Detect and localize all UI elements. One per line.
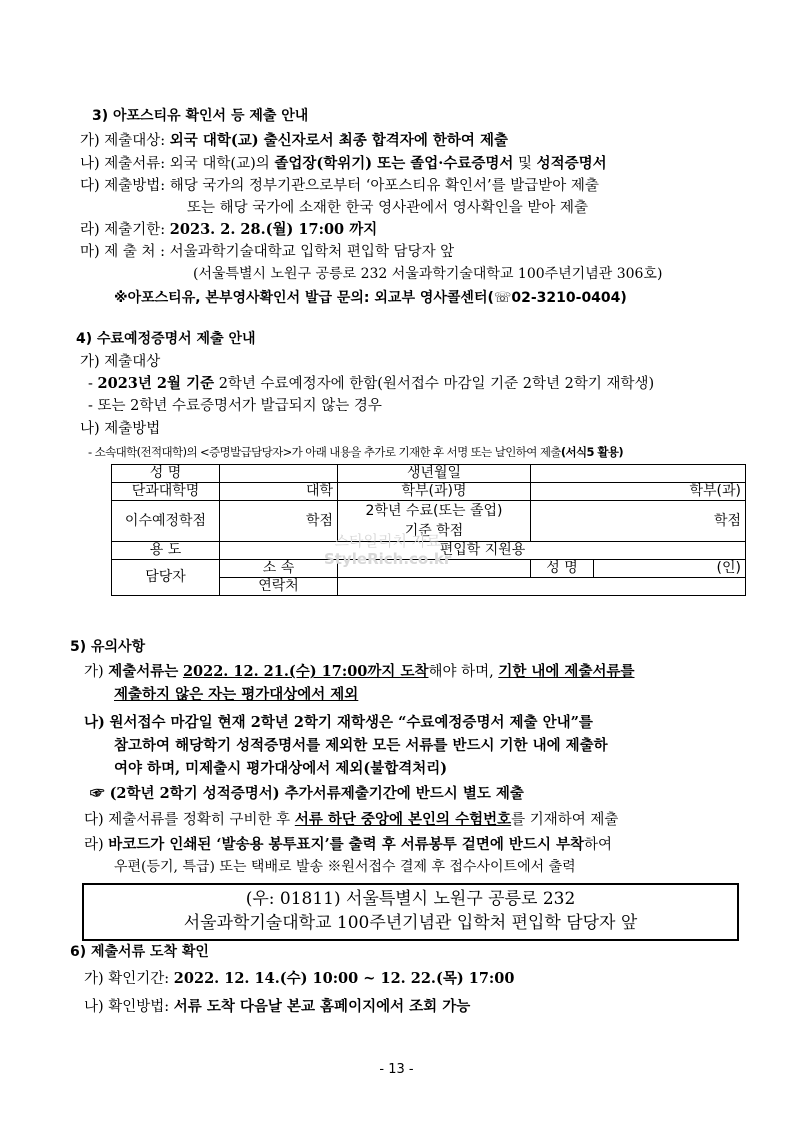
pointing-hand-icon: ☞ — [90, 785, 105, 802]
s5-item-e — [84, 835, 612, 855]
s5-item-d-text2: 를 기재하여 제출 — [511, 812, 619, 828]
s3-item-e-label: 마) 제 출 처 : — [80, 244, 166, 260]
s4-item-a-label: 가) 제출대상 — [80, 354, 161, 370]
s3-item-c-label: 다) 제출방법: — [80, 178, 166, 194]
s3-item-c-text2: 또는 해당 국가에 소재한 한국 영사관에서 영사확인을 받아 제출 — [187, 200, 589, 216]
table-row — [112, 465, 746, 483]
section3-heading: 3) 아포스티유 확인서 등 제출 안내 — [92, 108, 309, 124]
s5-item-e-label: 라) — [84, 837, 104, 853]
s3-item-e-text: 서울과학기술대학교 입학처 편입학 담당자 앞 — [169, 244, 455, 260]
s5-item-a-deadline: 2022. 12. 21.(수) 17:00까지 도착 — [182, 663, 429, 680]
s5-item-a — [84, 662, 634, 682]
s5-item-e-line2: 우편(등기, 특급) 또는 택배로 발송 ※원서접수 결제 후 접수사이트에서 출력 — [114, 859, 576, 875]
s5-item-a-label: 가) — [84, 664, 104, 680]
s4-item-a1-bold: 2023년 2월 기준 — [97, 375, 215, 392]
s5-item-c — [90, 784, 524, 804]
purpose-label: 용 도 — [112, 542, 220, 560]
s5-item-b-line3: 여야 하며, 미제출시 평가대상에서 제외(불합격처리) — [114, 760, 448, 777]
s5-item-c-text: (2학년 2학기 성적증명서) 추가서류제출기간에 반드시 별도 제출 — [109, 785, 524, 802]
contact-label: 연락처 — [220, 578, 338, 596]
s5-item-e-bold: 바코드가 인쇄된 ‘발송용 봉투표지’를 출력 후 서류봉투 겉면에 반드시 부착 — [108, 836, 585, 853]
s3-item-d-text: 2023. 2. 28.(월) 17:00 까지 — [169, 221, 378, 238]
s4-item-b — [88, 442, 623, 462]
s5-item-d-exam-number: 서류 하단 중앙에 본인의 수험번호 — [294, 811, 512, 828]
college-unit: 대학 — [220, 483, 338, 501]
name-label: 성 명 — [112, 465, 220, 483]
watermark-line2: StyleRich.co.kr — [324, 550, 452, 568]
mailing-address-box — [82, 883, 739, 941]
s3-item-a-label: 가) 제출대상: — [80, 133, 166, 149]
s4-item-b-bold: (서식5 활용) — [560, 445, 624, 459]
mailing-address-line2: 서울과학기술대학교 100주년기념관 입학처 편입학 담당자 앞 — [183, 913, 638, 933]
purpose-value: 편입학 지원용 — [220, 542, 746, 560]
page-number: - 13 - — [379, 1062, 414, 1077]
s3-note: ※아포스티유, 본부영사확인서 발급 문의: 외교부 영사콜센터(☏02-3210-0404) — [114, 290, 627, 306]
s4-item-b-label: 나) 제출방법 — [80, 421, 161, 437]
s3-item-a — [80, 131, 508, 151]
s5-item-d-text1: 제출서류를 정확히 구비한 후 — [108, 812, 291, 828]
s3-item-d-label: 라) 제출기한: — [80, 222, 166, 238]
s3-item-b-label: 나) 제출서류: — [80, 156, 166, 172]
completion-credits-label-line2: 기준 학점 — [404, 523, 464, 539]
table-row — [112, 483, 746, 501]
mailing-address-line1: (우: 01811) 서울특별시 노원구 공릉로 232 — [245, 889, 576, 909]
department-unit: 학부(과) — [531, 483, 746, 501]
s6-item-b-text: 서류 도착 다음날 본교 홈페이지에서 조회 가능 — [173, 998, 471, 1015]
officer-label: 담당자 — [112, 560, 220, 596]
expected-credits-unit: 학점 — [220, 501, 338, 542]
s5-item-a-warning: 기한 내에 제출서류를 — [498, 663, 635, 680]
watermark — [324, 532, 451, 568]
certificate-info-table — [111, 464, 746, 596]
s3-item-a-text: 외국 대학(교) 출신자로서 최종 합격자에 한하여 제출 — [169, 132, 508, 149]
birthdate-label: 생년월일 — [338, 465, 531, 483]
s5-item-d-label: 다) — [84, 812, 104, 828]
watermark-line1: 스타일리치 자료 — [334, 532, 441, 550]
name-value-cell — [220, 465, 338, 483]
department-label: 학부(과)명 — [338, 483, 531, 501]
s5-item-a-text: 해야 하며, — [428, 664, 494, 680]
contact-value-cell — [338, 578, 746, 596]
completion-credits-unit: 학점 — [531, 501, 746, 542]
seal-mark: (인) — [594, 560, 746, 578]
completion-credits-label-line1: 2학년 수료(또는 졸업) — [365, 503, 503, 519]
s6-item-a — [84, 969, 514, 989]
s4-item-b-text: - 소속대학(전적대학)의 <증명발급담당자>가 아래 내용을 추가로 기재한 후 서명 또는 날인하여 제출 — [88, 445, 561, 459]
expected-credits-label: 이수예정학점 — [112, 501, 220, 542]
s3-item-c-text1: 해당 국가의 정부기관으로부터 ‘아포스티유 확인서’를 발급받아 제출 — [169, 178, 599, 194]
section4-heading: 4) 수료예정증명서 제출 안내 — [76, 331, 256, 347]
s3-address: (서울특별시 노원구 공릉로 232 서울과학기술대학교 100주년기념관 306호) — [193, 266, 663, 282]
s3-item-e — [80, 242, 454, 262]
s5-item-b-label: 나) — [84, 714, 105, 731]
s6-item-b — [84, 997, 470, 1017]
s5-item-b — [84, 713, 593, 733]
s3-item-b-bold1: 졸업장(학위기) 또는 졸업·수료증명서 — [274, 155, 514, 172]
s5-item-b-line1: 원서접수 마감일 현재 2학년 2학기 재학생은 “수료예정증명서 제출 안내”를 — [109, 714, 593, 731]
s6-item-a-label: 가) 확인기간: — [84, 971, 170, 987]
s4-item-a1-dash: - — [88, 376, 93, 392]
s5-item-a-line2: 제출하지 않은 자는 평가대상에서 제외 — [114, 686, 359, 703]
s6-item-a-text: 2022. 12. 14.(수) 10:00 ~ 12. 22.(목) 17:00 — [173, 970, 515, 987]
officer-name-label: 성 명 — [531, 560, 594, 578]
s5-item-e-text: 하여 — [584, 837, 613, 853]
s3-item-b — [80, 154, 607, 174]
s4-item-a2: - 또는 2학년 수료증명서가 발급되지 않는 경우 — [88, 398, 382, 414]
s4-item-a1 — [88, 374, 654, 394]
affiliation-label: 소 속 — [220, 560, 338, 578]
s3-item-b-pre: 외국 대학(교)의 — [169, 156, 270, 172]
s3-item-b-mid: 및 — [517, 156, 532, 172]
section5-heading: 5) 유의사항 — [70, 639, 146, 655]
s3-item-d — [80, 220, 377, 240]
s4-item-a1-rest: 2학년 수료예정자에 한함(원서접수 마감일 기준 2학년 2학기 재학생) — [218, 376, 655, 392]
birthdate-value-cell — [531, 465, 746, 483]
s5-item-b-line2: 참고하여 해당학기 성적증명서를 제외한 모든 서류를 반드시 기한 내에 제출하 — [114, 737, 608, 754]
college-label: 단과대학명 — [112, 483, 220, 501]
s5-item-d — [84, 810, 618, 830]
s3-item-b-bold2: 성적증명서 — [536, 155, 607, 172]
section6-heading: 6) 제출서류 도착 확인 — [70, 944, 209, 960]
s3-item-c — [80, 176, 599, 196]
s5-item-a-bold: 제출서류는 — [108, 663, 179, 680]
s6-item-b-label: 나) 확인방법: — [84, 999, 170, 1015]
